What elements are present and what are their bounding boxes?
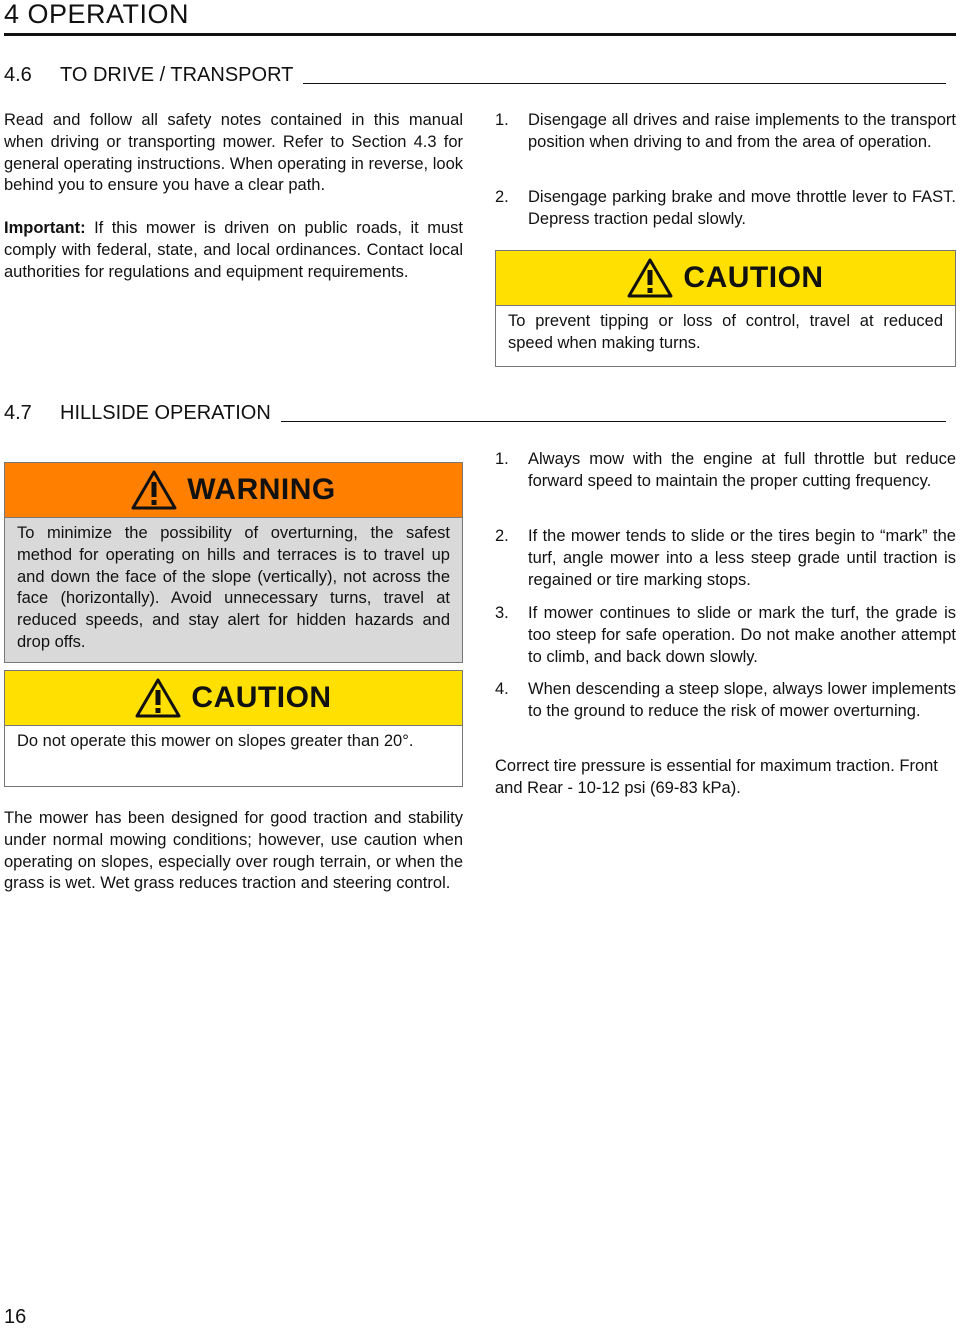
intro-paragraph: Read and follow all safety notes contained in this manual when driving or transporting mower. Refer to Section 4.3 for general operating instructions. When operating in reverse, look behind you to ensure you have a clear path.	[4, 111, 463, 195]
caution-label: CAUTION	[683, 261, 824, 294]
list-item	[495, 187, 956, 231]
warning-box-slopes	[4, 462, 463, 663]
important-paragraph	[4, 218, 463, 283]
step-number: 2.	[495, 188, 509, 206]
tire-pressure-paragraph: Correct tire pressure is essential for maximum traction. Front and Rear - 10-12 psi (69-83 kPa).	[495, 757, 938, 797]
step-number: 3.	[495, 604, 509, 622]
list-item	[495, 679, 956, 723]
warning-banner	[5, 463, 462, 518]
step-text: If mower continues to slide or mark the turf, the grade is too steep for safe operation. Do not make another attempt to climb, and back down slowly.	[528, 604, 956, 666]
chapter-title: 4 OPERATION	[4, 0, 190, 29]
caution-text: Do not operate this mower on slopes greater than 20°.	[17, 732, 414, 750]
warning-text: To minimize the possibility of overturning, the safest method for operating on hills and terraces is to travel up and down the face of the slope (vertically), not across the face (horizontally). Avoid unnecessary turns, travel at reduced speeds, and stay alert for hidden hazards and drop offs.	[5, 518, 462, 662]
caution-label: CAUTION	[191, 681, 332, 714]
important-text: If this mower is driven on public roads, it must comply with federal, state, and local ordinances. Contact local authorities for regulations and equipment requirements.	[4, 219, 463, 281]
section-heading-hillside	[4, 402, 946, 424]
section-title: TO DRIVE / TRANSPORT	[60, 64, 294, 86]
caution-text: To prevent tipping or loss of control, travel at reduced speed when making turns.	[508, 312, 943, 352]
step-number: 1.	[495, 450, 509, 468]
list-item	[495, 526, 956, 591]
step-text: If the mower tends to slide or the tires begin to “mark” the turf, angle mower into a less steep grade until traction is regained or tire marking stops.	[528, 527, 956, 589]
step-number: 2.	[495, 527, 509, 545]
step-number: 1.	[495, 111, 509, 129]
warning-triangle-icon	[627, 258, 673, 298]
step-number: 4.	[495, 680, 509, 698]
heading-rule	[303, 83, 946, 84]
warning-triangle-icon	[131, 470, 177, 510]
caution-box-turns	[495, 250, 956, 367]
step-text: Disengage parking brake and move throttle lever to FAST. Depress traction pedal slowly.	[528, 188, 956, 228]
section-heading-drive-transport	[4, 64, 946, 86]
caution-banner	[5, 671, 462, 726]
page-number: 16	[4, 1306, 27, 1328]
caution-banner	[496, 251, 955, 306]
step-text: Always mow with the engine at full throttle but reduce forward speed to maintain the proper cutting frequency.	[528, 450, 956, 490]
page-header	[4, 0, 189, 28]
step-text: Disengage all drives and raise implements to the transport position when driving to and from the area of operation.	[528, 111, 956, 151]
section-title: HILLSIDE OPERATION	[60, 402, 271, 424]
important-label: Important:	[4, 219, 86, 237]
warning-label: WARNING	[187, 473, 336, 506]
step-text: When descending a steep slope, always lower implements to the ground to reduce the risk of mower overturning.	[528, 680, 956, 720]
warning-triangle-icon	[135, 678, 181, 718]
section-number: 4.6	[4, 64, 32, 86]
section-number: 4.7	[4, 402, 32, 424]
traction-paragraph: The mower has been designed for good traction and stability under normal mowing conditions; however, use caution when operating on slopes, especially over rough terrain, or when the grass is wet. Wet grass reduces traction and steering control.	[4, 809, 463, 893]
heading-rule	[281, 421, 946, 422]
list-item	[495, 110, 956, 154]
list-item	[495, 603, 956, 668]
caution-box-slope-limit	[4, 670, 463, 787]
header-rule	[4, 33, 956, 36]
list-item	[495, 449, 956, 493]
